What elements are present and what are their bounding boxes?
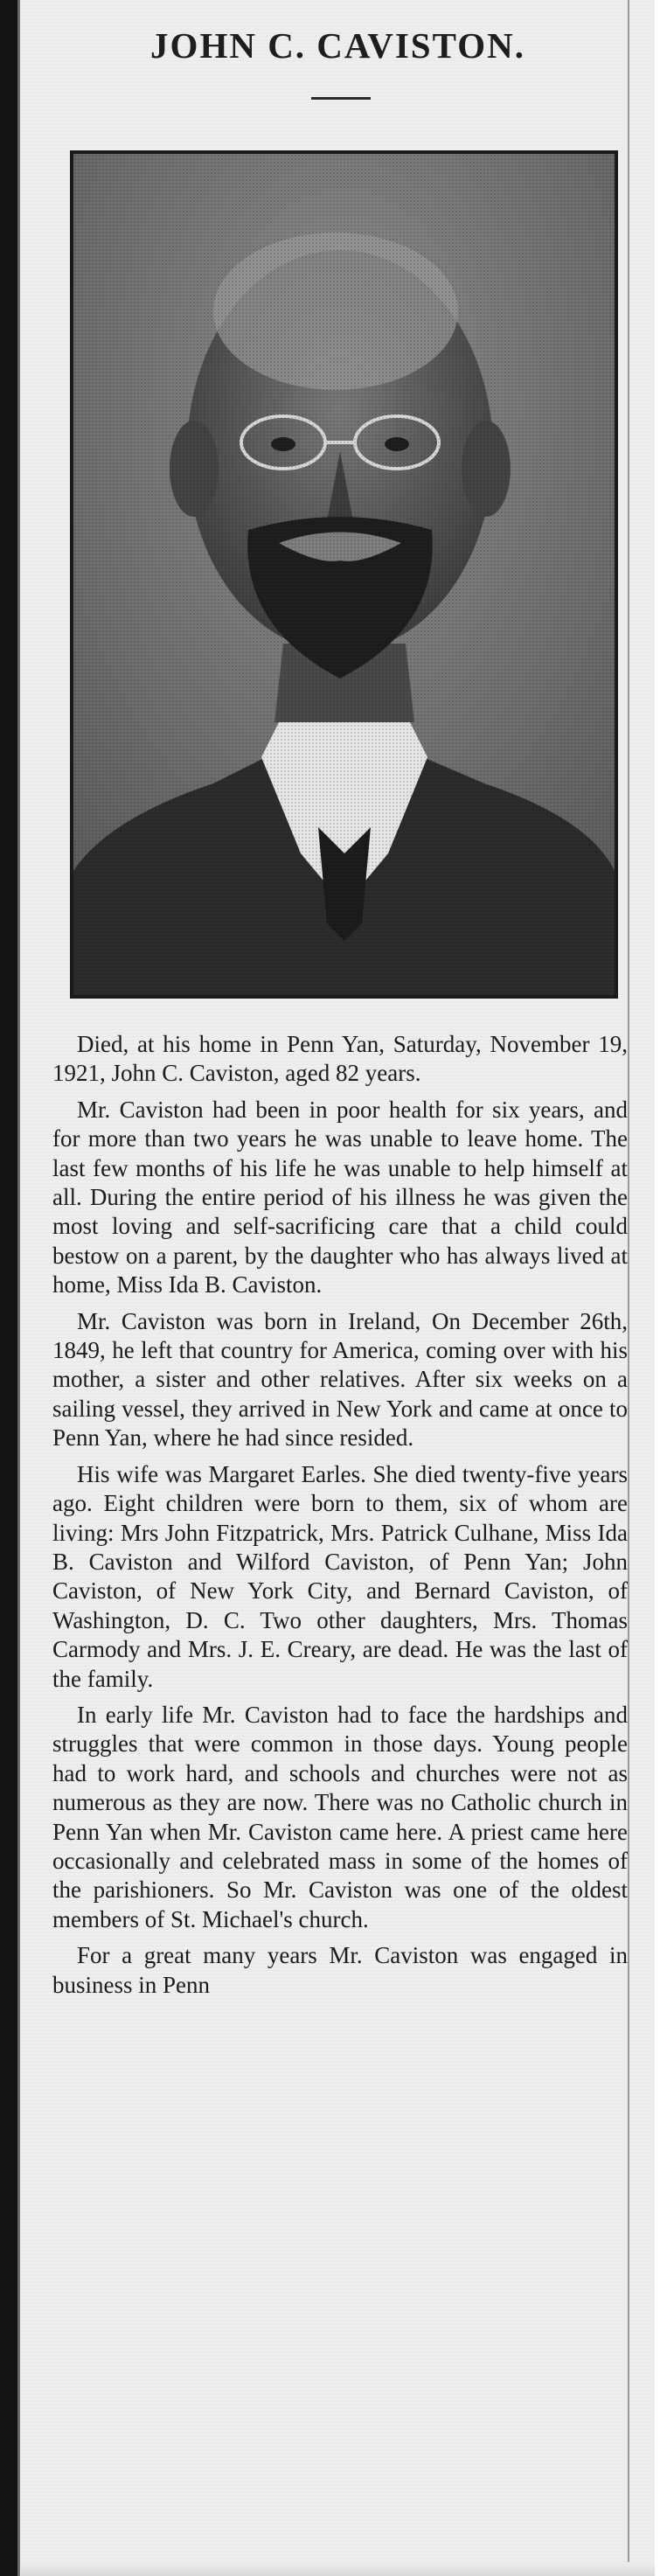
scan-left-edge-shadow (17, 0, 20, 2576)
paragraph: Mr. Caviston was born in Ireland, On December 26th, 1849, he left that country for America, coming over with his mother, a sister and other relatives. After six weeks on a sailing vessel, they arrived in New York and came at once to Penn Yan, where he had since resided. (52, 1307, 628, 1452)
portrait-photo (70, 150, 618, 999)
paragraph: His wife was Margaret Earles. She died twenty-five years ago. Eight children were born to them, six of whom are living: Mrs John Fitzpatrick, Mrs. Patrick Culhane, Miss Ida B. Caviston and Wilford Caviston, of Penn Yan; John Caviston, of New York City, and Bernard Caviston, of Washington, D. C. Two other daughters, Mrs. Thomas Carmody and Mrs. J. E. Creary, are dead. He was the last of the family. (52, 1460, 628, 1692)
headline-divider (311, 97, 371, 100)
scan-bottom-edge (21, 2562, 655, 2576)
obituary-body (52, 1030, 628, 2007)
paragraph: For a great many years Mr. Caviston was engaged in business in Penn (52, 1942, 628, 1998)
scan-right-margin (655, 0, 660, 2576)
paragraph: Died, at his home in Penn Yan, Saturday, November 19, 1921, John C. Caviston, aged 82 years. (52, 1031, 628, 1087)
paragraph: Mr. Caviston had been in poor health for six years, and for more than two years he was unable to leave home. The last few months of his life he was unable to help himself at all. During the entire period of his illness he was given the most loving and self-sacrificing care that a child could bestow on a parent, by the daughter who has always lived at home, Miss Ida B. Caviston. (52, 1096, 628, 1298)
column-rule (628, 0, 629, 2576)
paragraph: In early life Mr. Caviston had to face the hardships and struggles that were common in those days. Young people had to work hard, and schools and churches were not as numerous as they are now. There was no Catholic church in Penn Yan when Mr. Caviston came here. A priest came here occasionally and celebrated mass in some of the homes of the parishioners. So Mr. Caviston was one of the oldest members of St. Michael's church. (52, 1701, 628, 1932)
portrait-photo-image (73, 154, 615, 995)
scan-left-edge (0, 0, 17, 2576)
obituary-headline: JOHN C. CAVISTON. (150, 25, 525, 66)
